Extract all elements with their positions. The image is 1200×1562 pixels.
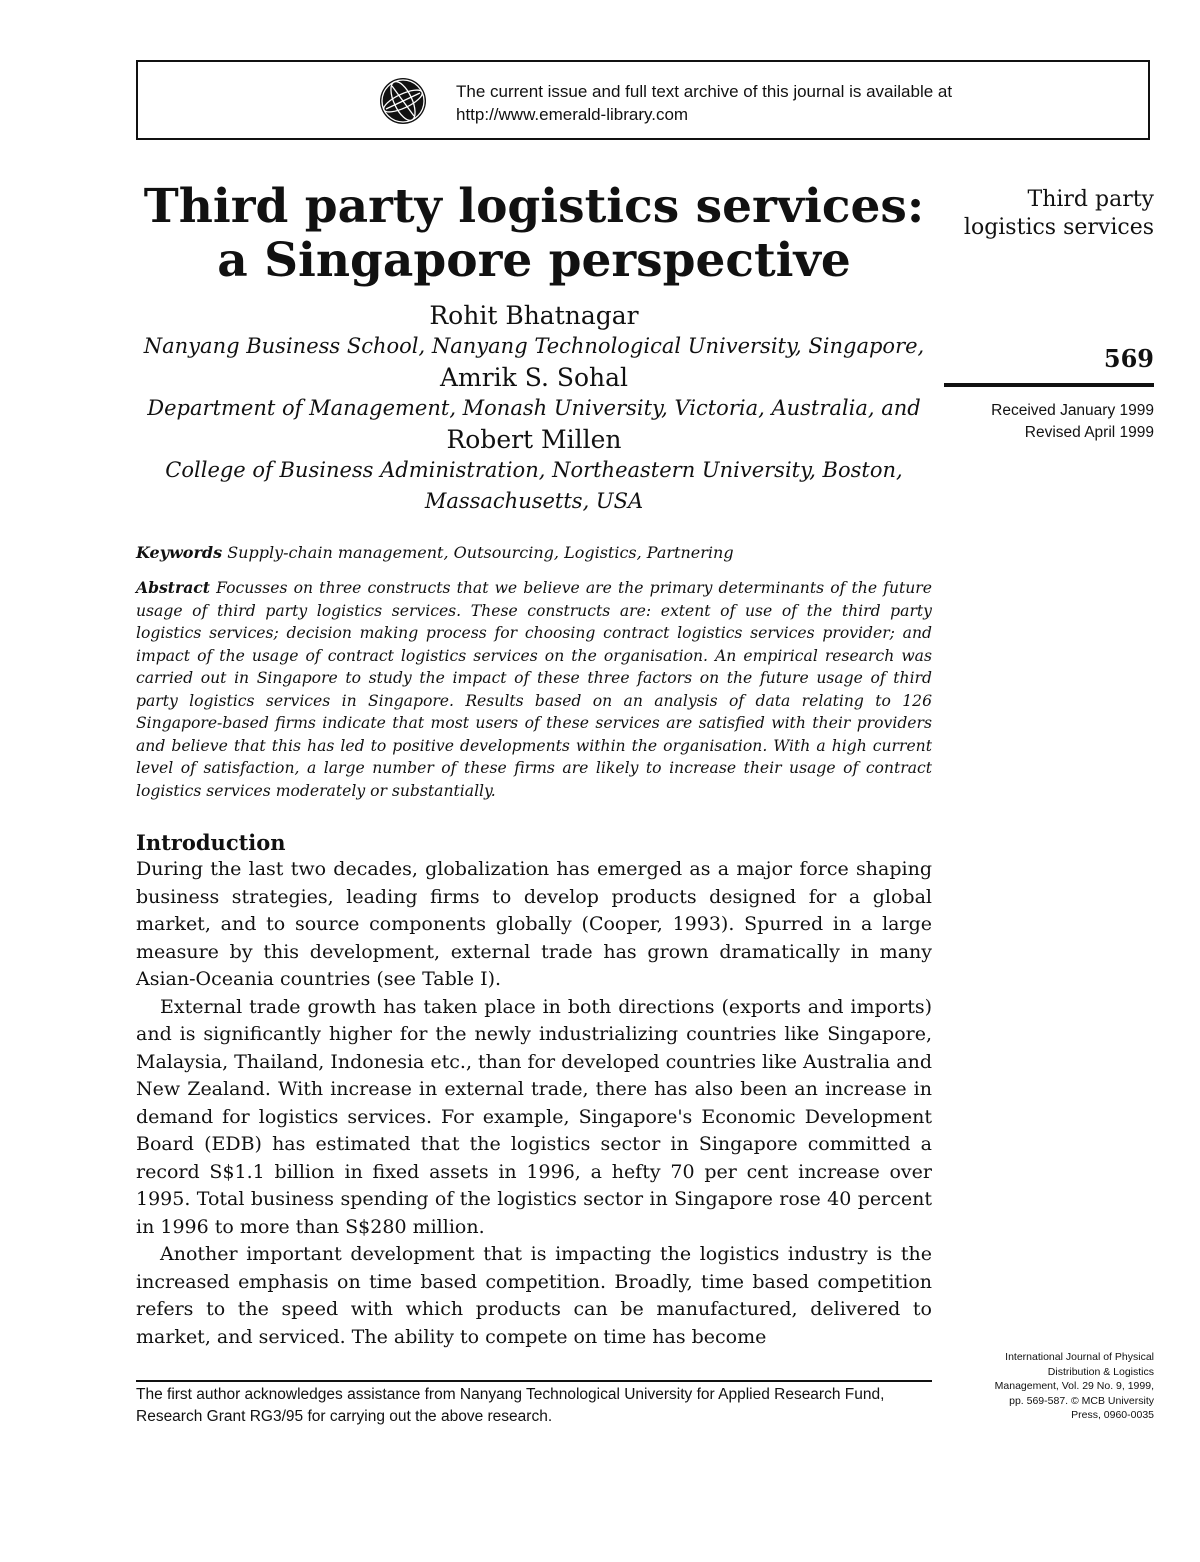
author-name: Robert Millen [446, 425, 622, 454]
author-block [136, 300, 932, 517]
acknowledgement-footnote: The first author acknowledges assistance from Nanyang Technological University for Applied Research Fund, Research Grant RG3/95 for carrying out the above research. [136, 1386, 885, 1425]
citation-line: Management, Vol. 29 No. 9, 1999, [994, 1380, 1154, 1392]
body-paragraph: During the last two decades, globalization has emerged as a major force shaping business strategies, leading firms to develop products designed for a global market, and to source components globally (Cooper, 1993). Spurred in a large measure by this development, external trade has grown dramatically in many Asian-Oceania countries (see Table I). [136, 858, 932, 990]
citation-line: International Journal of Physical [1005, 1351, 1154, 1363]
received-dates [944, 400, 1154, 444]
body-paragraph: External trade growth has taken place in both directions (exports and imports) and is significantly higher for the newly industrializing countries like Singapore, Malaysia, Thailand, Indonesia etc., than for developed countries like Australia and New Zealand. With increase in external trade, there has also been an increase in demand for logistics services. For example, Singapore's Economic Development Board (EDB) has estimated that the logistics sector in Singapore committed a record S$1.1 billion in fixed assets in 1996, a hefty 70 per cent increase over 1995. Total business spending of the logistics sector in Singapore rose 40 percent in 1996 to more than S$280 million. [136, 995, 932, 1238]
article-title-line-1: Third party logistics services: [143, 179, 925, 234]
keywords-line [136, 543, 932, 563]
citation-line: Press, 0960-0035 [1071, 1409, 1154, 1421]
running-title-line-1: Third party [1027, 187, 1154, 212]
banner-availability-text: The current issue and full text archive of this journal is available at [456, 82, 953, 101]
page-number: 569 [1103, 344, 1154, 373]
article-title-line-2: a Singapore perspective [217, 233, 851, 288]
received-date: Received January 1999 [991, 402, 1154, 419]
running-title-line-2: logistics services [963, 215, 1154, 240]
revised-date: Revised April 1999 [1024, 424, 1154, 441]
author-name: Rohit Bhatnagar [429, 301, 639, 330]
globe-icon [378, 76, 428, 126]
journal-citation [944, 1350, 1154, 1423]
section-heading-introduction: Introduction [136, 830, 286, 855]
author-affiliation: Nanyang Business School, Nanyang Technological University, Singapore, [143, 334, 925, 358]
footnote-divider [136, 1380, 932, 1382]
citation-line: pp. 569-587. © MCB University [1009, 1394, 1154, 1407]
citation-line: Distribution & Logistics [1047, 1365, 1154, 1378]
banner-text [456, 80, 952, 126]
article-main-column [136, 180, 932, 1351]
keywords-text: Supply-chain management, Outsourcing, Logistics, Partnering [227, 543, 734, 562]
journal-availability-banner [136, 60, 1150, 140]
abstract-text: Focusses on three constructs that we believe are the primary determinants of the future usage of third party logistics services. These constructs are: extent of use of the third party logistics services; decision making process for choosing contract logistics services provider; and impact of the usage of contract logistics services on the organisation. An empirical research was carried out in Singapore to study the impact of these three factors on the future usage of third party logistics services in Singapore. Results based on an analysis of data relating to 126 Singapore-based firms indicate that most users of these services are satisfied with their providers and believe that this has led to positive developments within the organisation. With a high current level of satisfaction, a large number of these firms are likely to increase their usage of contract logistics services moderately or substantially. [136, 579, 932, 800]
body-paragraph: Another important development that is impacting the logistics industry is the increased emphasis on time based competition. Broadly, time based competition refers to the speed with which products can be manufactured, delivered to market, and serviced. The ability to compete on time has become [136, 1243, 932, 1348]
author-affiliation: College of Business Administration, Northeastern University, Boston, Massachusetts, USA [165, 458, 903, 513]
keywords-label: Keywords [136, 543, 223, 562]
article-title [136, 180, 932, 288]
author-affiliation: Department of Management, Monash University, Victoria, Australia, and [147, 396, 921, 420]
sidebar-divider [944, 383, 1154, 387]
running-title [944, 186, 1154, 242]
abstract [136, 577, 932, 802]
abstract-label: Abstract [136, 578, 211, 597]
banner-url-link[interactable]: http://www.emerald-library.com [456, 105, 689, 124]
author-name: Amrik S. Sohal [439, 363, 629, 392]
